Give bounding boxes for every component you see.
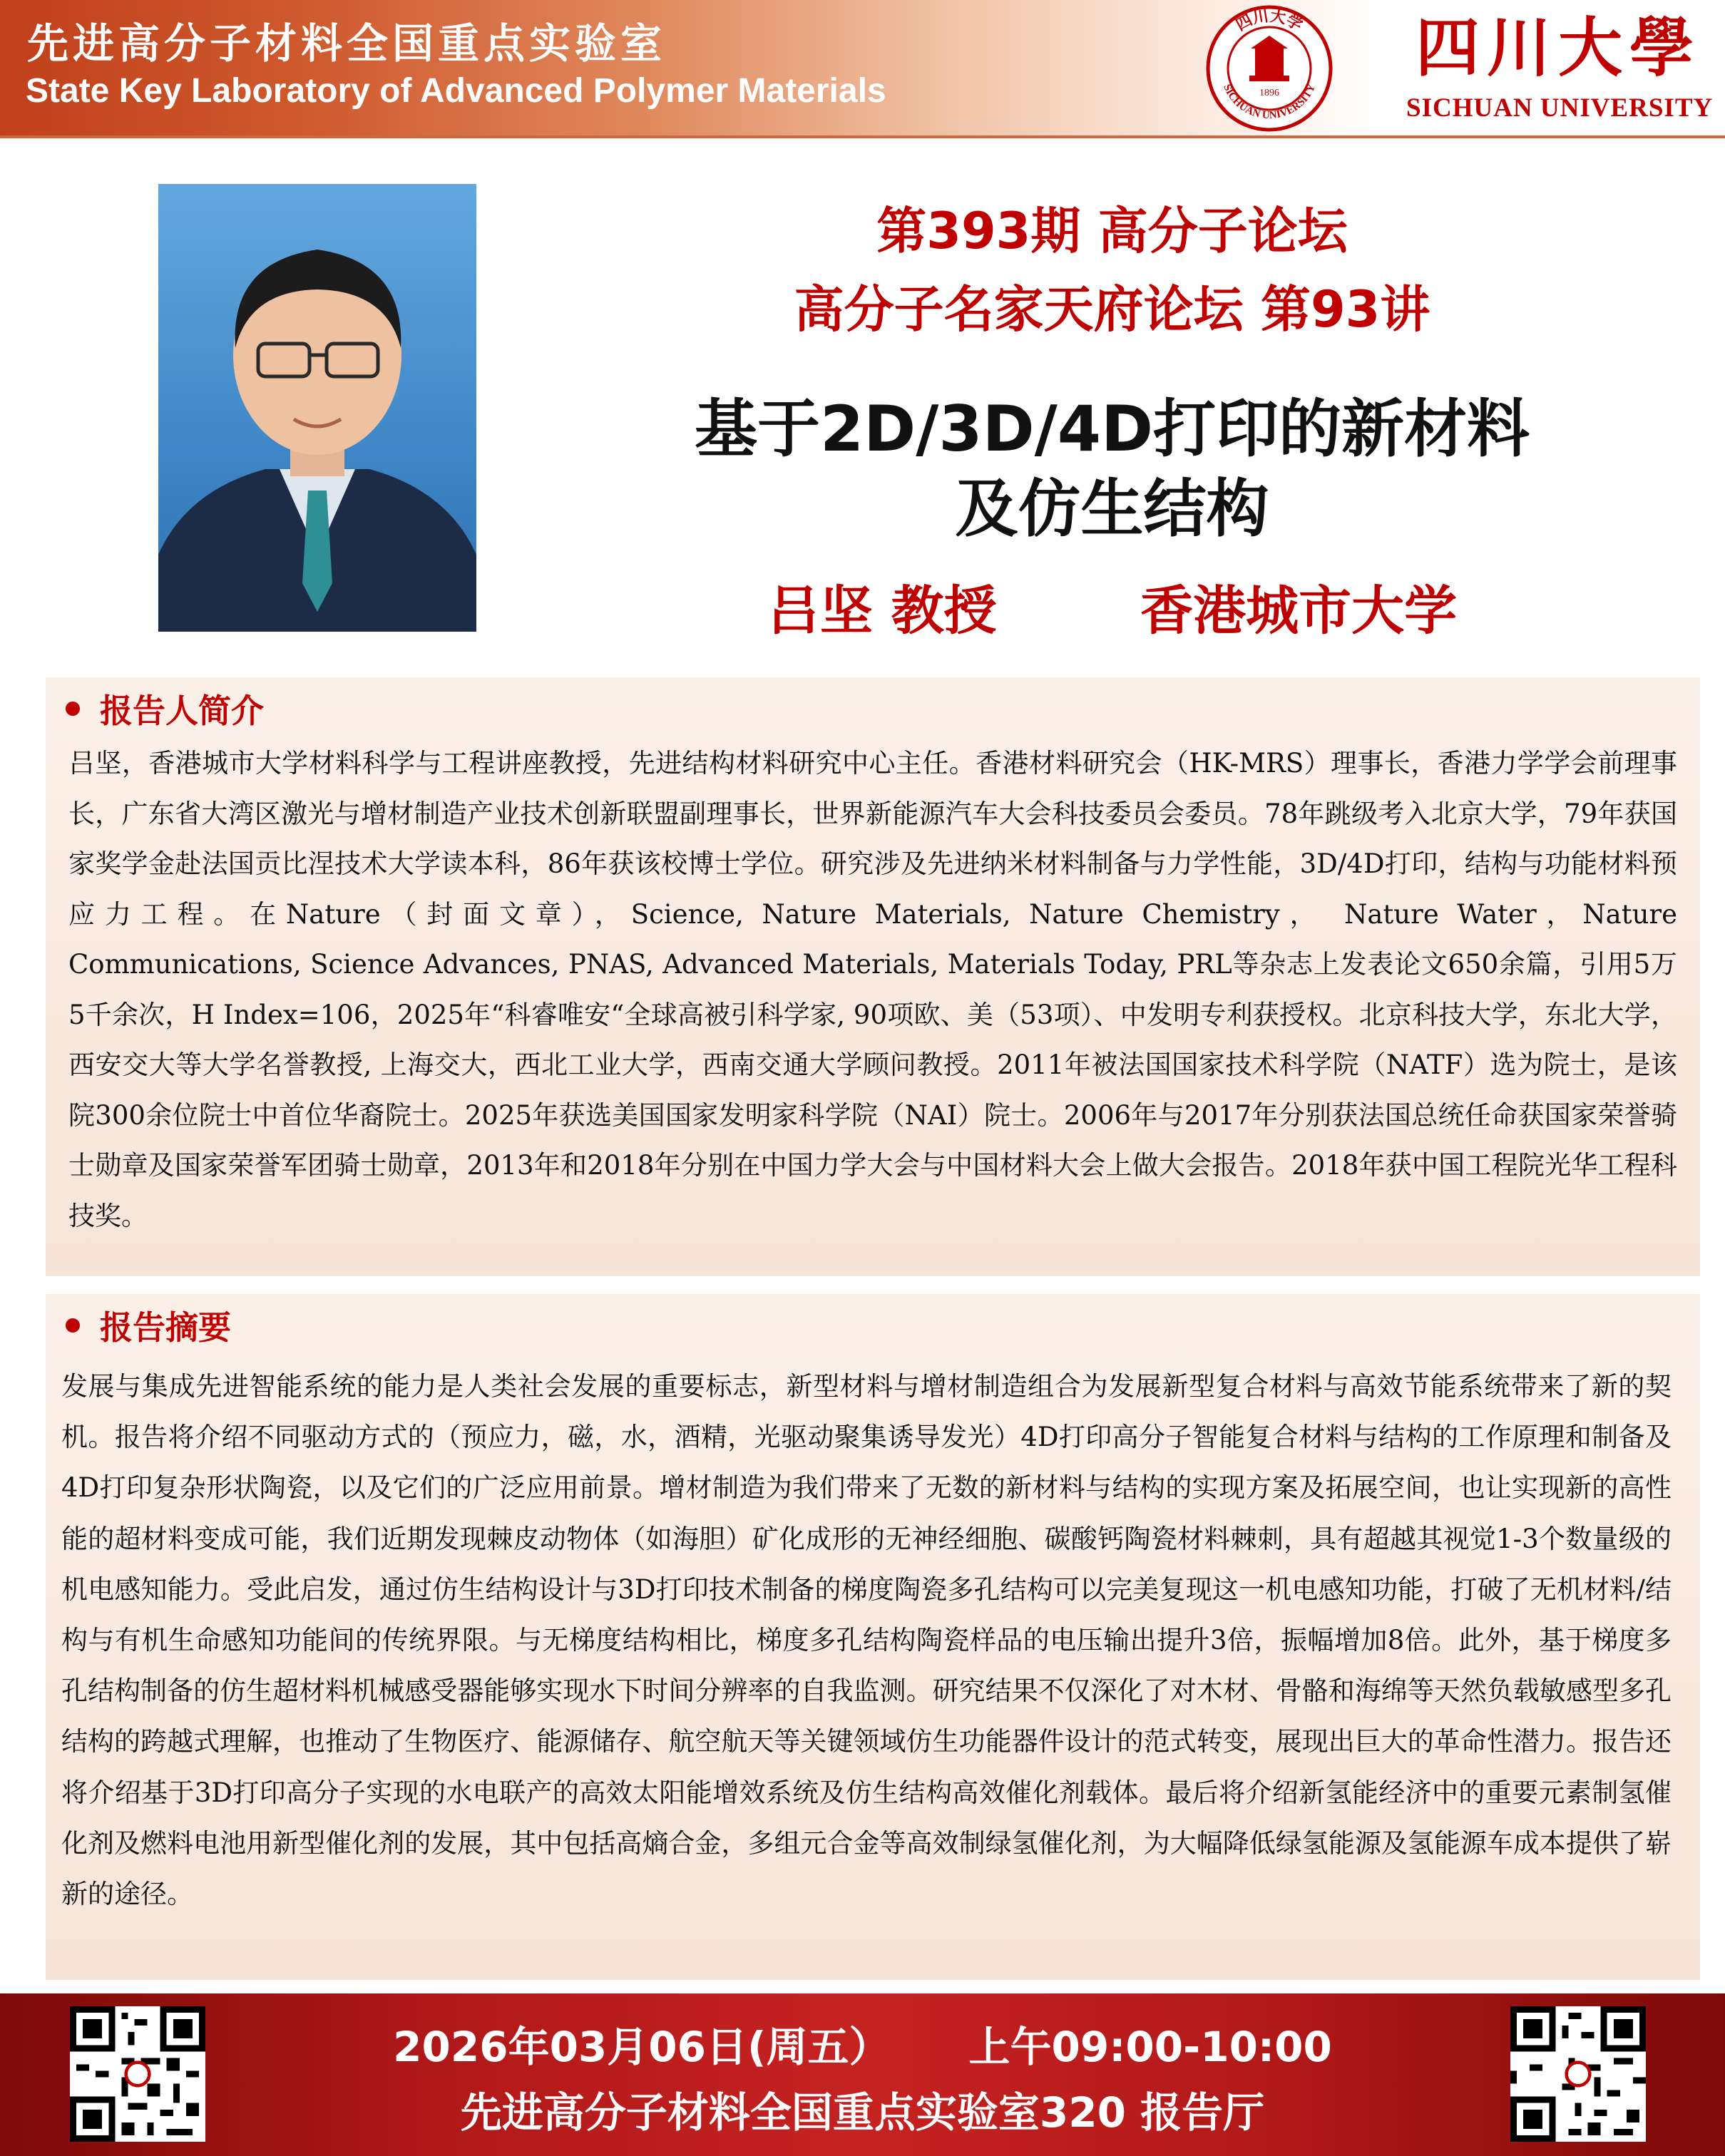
svg-text:四川大学: 四川大学: [1233, 6, 1306, 35]
qr-code-icon[interactable]: [1510, 2006, 1646, 2142]
bio-section: [46, 677, 1700, 1276]
bio-heading: [66, 687, 264, 730]
header-divider: [0, 135, 1725, 138]
abstract-section: [46, 1294, 1700, 1980]
svg-text:SICHUAN UNIVERSITY: SICHUAN UNIVERSITY: [1221, 82, 1318, 122]
lab-name-en: State Key Laboratory of Advanced Polymer Materials: [26, 72, 886, 110]
speaker-line: [499, 569, 1725, 645]
bio-text: 吕坚，香港城市大学材料科学与工程讲座教授，先进结构材料研究中心主任。香港材料研究会（HK-MRS）理事长，香港力学学会前理事长，广东省大湾区激光与增材制造产业技术创新联盟副理事长，世界新能源汽车大会科技委员会委员。78年跳级考入北京大学，79年获国家奖学金赴法国贡比涅技术大学读本科，86年获该校博士学位。研究涉及先进纳米材料制备与力学性能，3D/4D打印，结构与功能材料预应力工程。在Nature（封面文章），Science, Nature Materials, Nature Chemistry， Nature Water，Nature Communications, Science Advances, PNAS, Advanced Materials, Materials Today, PRL等杂志上发表论文650余篇，引用5万5千余次，H Index=106，2025年“科睿唯安“全球高被引科学家, 90项欧、美（53项）、中发明专利获授权。北京科技大学，东北大学，西安交大等大学名誉教授, 上海交大，西北工业大学，西南交通大学顾问教授。2011年被法国国家技术科学院（NATF）选为院士，是该院300余位院士中首位华裔院士。2025年获选美国国家发明家科学院（NAI）院士。2006年与2017年分别获法国总统任命获国家荣誉骑士勋章及国家荣誉军团骑士勋章，2013年和2018年分别在中国力学大会与中国材料大会上做大会报告。2018年获中国工程院光华工程科技奖。: [68, 748, 1677, 1231]
forum-series: 高分子名家天府论坛 第93讲: [794, 280, 1430, 339]
event-datetime: [0, 2013, 1725, 2073]
bullet-icon: [66, 702, 80, 716]
university-name-en: SICHUAN UNIVERSITY: [1406, 93, 1714, 123]
forum-issue: 第393期 高分子论坛: [876, 202, 1348, 260]
speaker-name: 吕坚 教授: [767, 580, 997, 642]
talk-title-line1: 基于2D/3D/4D打印的新材料: [694, 392, 1530, 466]
footer-banner: [0, 1993, 1725, 2156]
event-date: 2026年03月06日(周五）: [393, 2023, 891, 2071]
lab-name-cn: 先进高分子材料全国重点实验室: [27, 19, 667, 68]
abstract-heading: [66, 1304, 231, 1347]
event-venue: 先进高分子材料全国重点实验室320 报告厅: [460, 2088, 1265, 2137]
event-time: 上午09:00-10:00: [968, 2023, 1332, 2071]
speaker-portrait: [158, 184, 476, 632]
bio-heading-text: 报告人简介: [100, 692, 264, 730]
university-name-cn: 四川大學: [1416, 10, 1701, 86]
talk-title-line2: 及仿生结构: [955, 472, 1269, 545]
speaker-affiliation: 香港城市大学: [1140, 580, 1458, 642]
header-banner: [0, 0, 1725, 135]
abstract-heading-text: 报告摘要: [100, 1308, 231, 1347]
svg-text:1896: 1896: [1259, 88, 1279, 98]
bullet-icon: [66, 1318, 80, 1333]
university-seal-icon: [1205, 4, 1334, 133]
abstract-text: 发展与集成先进智能系统的能力是人类社会发展的重要标志，新型材料与增材制造组合为发展新型复合材料与高效节能系统带来了新的契机。报告将介绍不同驱动方式的（预应力，磁，水，酒精，光驱动聚集诱导发光）4D打印高分子智能复合材料与结构的工作原理和制备及4D打印复杂形状陶瓷，以及它们的广泛应用前景。增材制造为我们带来了无数的新材料与结构的实现方案及拓展空间，也让实现新的高性能的超材料变成可能，我们近期发现棘皮动物体（如海胆）矿化成形的无神经细胞、碳酸钙陶瓷材料棘刺，具有超越其视觉1-3个数量级的机电感知能力。受此启发，通过仿生结构设计与3D打印技术制备的梯度陶瓷多孔结构可以完美复现这一机电感知功能，打破了无机材料/结构与有机生命感知功能间的传统界限。与无梯度结构相比，梯度多孔结构陶瓷样品的电压输出提升3倍，振幅增加8倍。此外，基于梯度多孔结构制备的仿生超材料机械感受器能够实现水下时间分辨率的自我监测。研究结果不仅深化了对木材、骨骼和海绵等天然负载敏感型多孔结构的跨越式理解，也推动了生物医疗、能源储存、航空航天等关键领域仿生功能器件设计的范式转变，展现出巨大的革命性潜力。报告还将介绍基于3D打印高分子实现的水电联产的高效太阳能增效系统及仿生结构高效催化剂载体。最后将介绍新氢能经济中的重要元素制氢催化剂及燃料电池用新型催化剂的发展，其中包括高熵合金，多组元合金等高效制绿氢催化剂，为大幅降低绿氢能源及氢能源车成本提供了崭新的途径。: [61, 1371, 1672, 1910]
